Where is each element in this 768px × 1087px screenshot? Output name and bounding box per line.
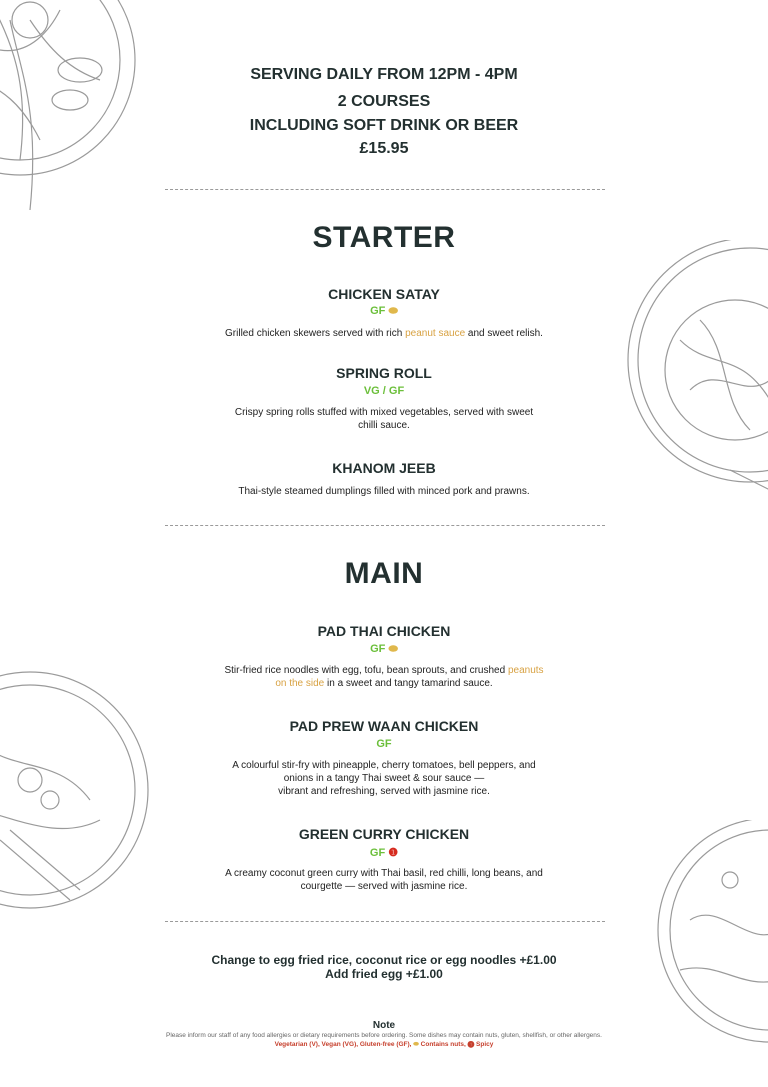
section-title-main: MAIN bbox=[344, 557, 424, 590]
extras-fried-egg: Add fried egg +£1.00 bbox=[325, 967, 443, 981]
dish-tags-green-curry bbox=[0, 846, 768, 859]
dish-desc-pad-thai-line2 bbox=[0, 677, 768, 690]
dish-name-green-curry: GREEN CURRY CHICKEN bbox=[298, 826, 470, 842]
diet-tag: GF bbox=[369, 847, 386, 859]
dish-tags-spring-roll: VG / GF bbox=[363, 385, 405, 397]
diet-tag: GF bbox=[370, 643, 386, 655]
dish-name-pad-thai: PAD THAI CHICKEN bbox=[317, 623, 451, 639]
desc-text: Stir-fried rice noodles with egg, tofu, bean sprouts, and crushed bbox=[224, 665, 508, 676]
dish-desc-pad-prew-waan-line3: vibrant and refreshing, served with jasmine rice. bbox=[278, 786, 490, 797]
dish-name-pad-prew-waan: PAD PREW WAAN CHICKEN bbox=[289, 718, 479, 734]
dish-desc-green-curry-line1: A creamy coconut green curry with Thai basil, red chilli, long beans, and bbox=[225, 868, 543, 879]
legend-diets: Vegetarian (V), Vegan (VG), Gluten-free (GF), bbox=[274, 1041, 414, 1048]
legend-spicy: Spicy bbox=[474, 1041, 494, 1048]
chili-icon: ❶ bbox=[467, 1041, 475, 1048]
diet-tag: GF bbox=[370, 305, 386, 317]
allergy-note: Please inform our staff of any food allergies or dietary requirements before ordering. Some dishes may contain nuts, gluten, shellfish, or other allergens. bbox=[166, 1032, 602, 1039]
dish-name-spring-roll: SPRING ROLL bbox=[336, 365, 432, 381]
desc-highlight: peanut sauce bbox=[405, 328, 466, 339]
section-title-starter: STARTER bbox=[312, 221, 456, 254]
dish-name-chicken-satay: CHICKEN SATAY bbox=[328, 286, 440, 302]
nut-icon: ⬬ bbox=[388, 305, 398, 317]
dish-desc-pad-prew-waan-line1: A colourful stir-fry with pineapple, cherry tomatoes, bell peppers, and bbox=[232, 760, 536, 771]
divider-2 bbox=[165, 525, 605, 526]
nut-icon: ⬬ bbox=[413, 1041, 419, 1048]
chili-icon: ❶ bbox=[388, 847, 399, 859]
dish-desc-green-curry-line2: courgette — served with jasmine rice. bbox=[300, 881, 468, 892]
divider-3 bbox=[165, 921, 605, 922]
desc-highlight: peanuts bbox=[507, 665, 544, 676]
dish-tags-chicken-satay bbox=[0, 305, 768, 318]
note-title: Note bbox=[372, 1020, 396, 1031]
desc-text: in a sweet and tangy tamarind sauce. bbox=[324, 678, 493, 689]
divider-1 bbox=[165, 189, 605, 190]
legend-nuts: Contains nuts, bbox=[418, 1041, 468, 1048]
desc-text: Grilled chicken skewers served with rich bbox=[225, 328, 406, 339]
dish-desc-spring-roll-line1: Crispy spring rolls stuffed with mixed vegetables, served with sweet bbox=[234, 407, 534, 418]
diet-legend bbox=[0, 1041, 768, 1049]
set-price: £15.95 bbox=[359, 140, 409, 157]
dish-desc-pad-thai-line1 bbox=[0, 664, 768, 677]
dish-desc-spring-roll-line2: chilli sauce. bbox=[358, 420, 410, 431]
dish-desc-chicken-satay bbox=[0, 327, 768, 340]
nut-icon: ⬬ bbox=[388, 643, 398, 655]
desc-text: and sweet relish. bbox=[465, 328, 543, 339]
desc-highlight: on the side bbox=[275, 678, 325, 689]
dish-desc-khanom-jeeb: Thai-style steamed dumplings filled with minced pork and prawns. bbox=[238, 486, 530, 497]
dish-tags-pad-thai bbox=[0, 643, 768, 656]
dish-name-khanom-jeeb: KHANOM JEEB bbox=[332, 460, 436, 476]
dish-desc-pad-prew-waan-line2: onions in a tangy Thai sweet & sour sauce — bbox=[283, 773, 485, 784]
drink-included: INCLUDING SOFT DRINK OR BEER bbox=[249, 117, 519, 134]
serving-hours: SERVING DAILY FROM 12PM - 4PM bbox=[250, 66, 518, 83]
dish-tags-pad-prew-waan: GF bbox=[376, 738, 392, 750]
courses-count: 2 COURSES bbox=[337, 93, 431, 110]
extras-side-swap: Change to egg fried rice, coconut rice or egg noodles +£1.00 bbox=[211, 953, 557, 967]
